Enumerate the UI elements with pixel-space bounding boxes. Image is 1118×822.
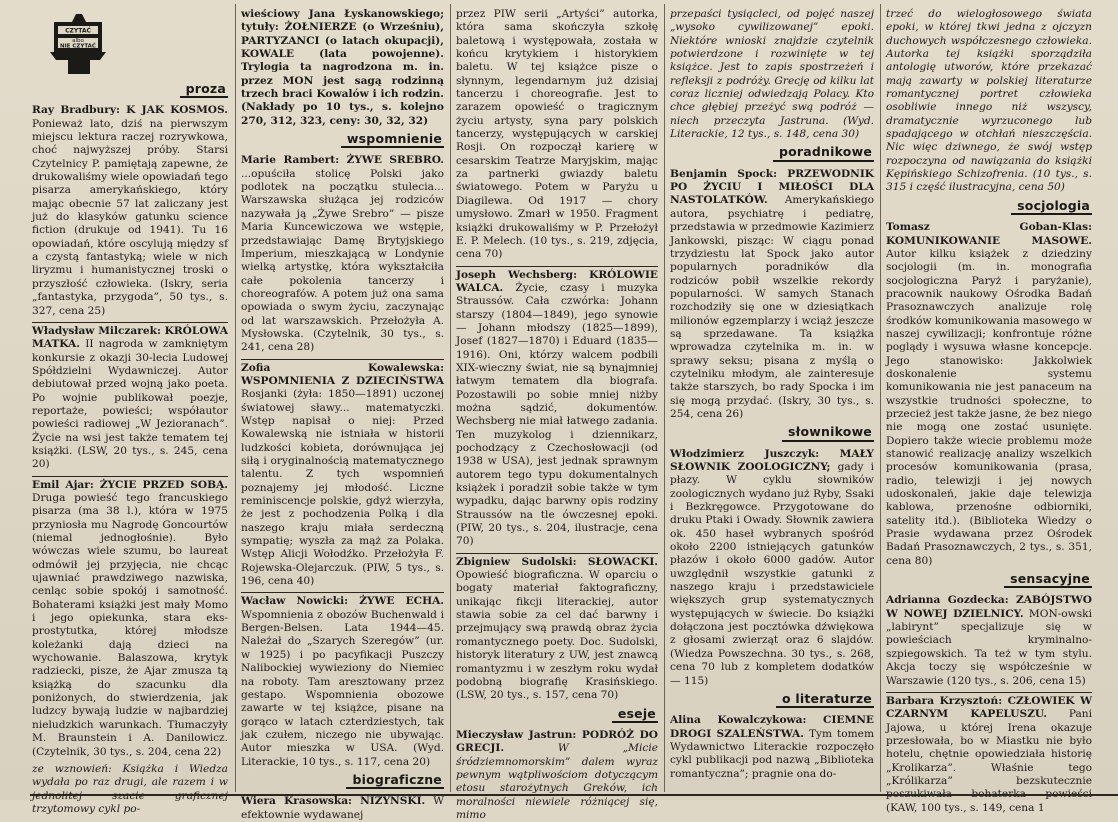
section-header-wspomnienie (241, 132, 444, 148)
review-text: ze wznowień: Książka i Wiedza wydała po raz drugi, ale razem i w jednolitej szacie graficznej trzytomowy cykl po- (32, 762, 228, 815)
divider (32, 476, 228, 477)
review-text: II nagroda w zamkniętym konkursie z okazji 30-lecia Ludowej Spółdzielni Wydawniczej. Autor debiutował przed wojną jako poeta. Po wojnie publikował poezje, reportaże, powieści; współautor powieści radiowej „W Jezioranach”. Życie na wsi jest także tematem tej książki. (LSW, 20 tys., s. 245, cena 20) (32, 338, 228, 471)
review-text: Rosjanki (żyła: 1850—1891) uczonej światowej sławy... matematyczki. Wstęp napisał o niej: Przed Kowalewską nie istniała w historii ludzkości kobieta, dorównująca jej siłą i oryginalnością matematycznego talentu. Z tych wspomnień poznajemy jej młodość. Liczne reminiscencje polskie, gdyż wierzyła, że jest z pochodzenia Polką i dla naszego kraju miała serdeczną sympatię; wyszła za mąż za Polaka. Wstęp Alicji Wołodźko. Przełożyła F. Rojewska-Olejarczuk. (PIW, 5 tys., s. 196, cena 40) (241, 388, 444, 588)
review-text: Opowieść biograficzna. W oparciu o bogaty materiał faktograficzny, unikając fikcji literackiej, autor stawia sobie za cel dać barwny i przejmujący swą prawdą obraz życia romantycznego poety. Doc. Sudolski, historyk literatury z UW, jest znawcą romantyzmu i w zeszłym roku wydał podobną biografię Krasińskiego. (LSW, 20 tys., s. 157, cena 70) (456, 569, 658, 702)
book-stack-icon (46, 8, 112, 78)
section-header-sensacyjne (886, 572, 1092, 588)
review-item (456, 729, 658, 822)
review-item (241, 595, 444, 768)
column-rule (664, 4, 665, 792)
review-item (886, 594, 1092, 687)
review-text: Amerykańskiego autora, psychiatrę i pediatrę, przedstawia w przedmowie Kazimierz Jankowski, pisząc: W ciągu ponad trzydziestu lat Spock jako autor popularnych poradników dla rodziców pobił wszelkie rekordy popularności. W samych Stanach rozchodziły się one w dziesiątkach milionów egzemplarzy i wciąż jeszcze są sprzedawane. Ta książka wprowadza czytelnika m. in. w sprawy seksu; pisana z myślą o czytelniku młodym, ale zainteresuje także starszych, bo rady Spocka i im się mogą przydać. (Iskry, 30 tys., s. 254, cena 26) (670, 194, 874, 420)
review-text: MON-owski „labirynt” specjalizuje się w powieściach kryminalno-szpiegowskich. Ta też w tym stylu. Akcja toczy się współcześnie w Warszawie (120 tys., s. 206, cena 15) (886, 607, 1092, 687)
column-rule (450, 4, 451, 792)
review-text: Druga powieść tego francuskiego pisarza (ma 38 l.), która w 1975 przyniosła mu Nagrodę Goncourtów (niemal jednogłośnie). Było wówczas wiele szumu, bo laureat odmówił jej przyjęcia, nie chcąc ujawniać prawdziwego nazwiska, cenląc sobie spokój i samotność. Bohaterami książki jest mały Momo i jego opiekunka, stara eks-prostytutka, której młodsze koleżanki dają dzieci na wychowanie. Balaszowa, krytyk radziecki, pisze, że Ajar zmusza tą książką do szacunku dla poniżonych, do stwierdzenia, jak ludzcy bywają ludzie w najbardziej nieludzkich warunkach. Tłumaczyły M. Braunstein i A. Danilowicz. (Czytelnik, 30 tys., s. 204, cena 22) (32, 491, 228, 758)
divider (456, 553, 658, 554)
section-label: eseje (612, 707, 658, 723)
review-text: W „Micie śródziemnomorskim” dalem wyraz pewnym wątpliwościom dotyczącym etosu starożytnych Greków, ich moralności niewiele różniącej się, mimo (456, 742, 658, 821)
review-heading: Zofia Kowalewska: WSPOMNIENIA Z DZIECIŃSTWA (241, 361, 444, 387)
review-item (886, 221, 1092, 568)
review-text: Tym tomem Wydawnictwo Literackie rozpoczęło cykl publikacji pod nazwą „Biblioteka romantyczna”; pragnie ona do- (670, 727, 874, 780)
section-label: wspomnienie (341, 132, 444, 148)
review-item (32, 325, 228, 472)
review-heading: Marie Rambert: ŻYWE SREBRO. (241, 154, 444, 167)
column-1 (32, 8, 228, 815)
review-item (456, 556, 658, 703)
section-header-socjologia (886, 199, 1092, 215)
review-heading: Emil Ajar: ŻYCIE PRZED SOBĄ. (32, 478, 228, 491)
review-text: trzeć do wielogłosowego świata epoki, w której tkwi jedna z ojczyzn duchowych współczesnego człowieka. Autorka tej książki sporządziła antologię utworów, które przekazać mają zawarty w polskiej literaturze romantycznej portret człowieka osobliwie innego niż wszyscy, dramatycznie wyrzuconego lub spadającego w otchłań nieszczęścia. Nic więc dziwnego, że swój wstęp rozpoczyna od nawiązania do książki Kępińskiego Schizofrenia. (10 tys., s. 315 i część ilustracyjna, cena 50) (886, 8, 1092, 194)
review-text: Ponieważ lato, dziś na pierwszym miejscu lektura raczej rozrywkowa, choć najwyższej próby. Starsi Czytelnicy P. pamiętają zapewne, że drukowaliśmy wiele opowiadań tego pisarza amerykańskiego, który mając obecnie 57 lat zaliczany jest już do klasyków gatunku science fiction (drukuje od 1941). Tu 16 opowiadań, które oscylują między sf a czystą fantastyką; wiele w nich liryzmu i humanistycznej troski o przyszłość człowieka. (Iskry, seria „fantastyka, przygoda”, 50 tys., s. 327, cena 25) (32, 117, 228, 317)
divider (241, 592, 444, 593)
section-header-poradnikowe (670, 145, 874, 161)
review-item (241, 8, 444, 128)
section-header-slownikowe (670, 425, 874, 441)
review-item (886, 8, 1092, 195)
review-heading: Adrianna Gozdecka: ZABÓJSTWO W NOWEJ DZIELNICY. (886, 594, 1092, 620)
divider (32, 322, 228, 323)
review-item (241, 154, 444, 354)
section-header-biograficzne (241, 773, 444, 789)
section-header-eseje (456, 707, 658, 723)
review-heading: Benjamin Spock: PRZEWODNIK PO ŻYCIU I MIŁOŚCI DLA NASTOLATKÓW. (670, 167, 874, 207)
review-text: gady i płazy. W cyklu słowników zoologicznych wydano już Ryby, Ssaki i Bezkręgowce. Przygotowane do druku Ptaki i Owady. Słownik zawiera ok. 450 haseł wybranych spośród około 2200 istniejących gatunków płazów i około 6000 gadów. Autor uwzględnił wszystkie gatunki z naszego kraju i przedstawiciele większych grup systematycznych występujących w świecie. Do książki dołączona jest pocztówka dźwiękowa z głosami zwierząt oraz 6 slajdów. (Wiedza Powszechna. 30 tys., s. 268, cena 70 lub z kompletem dodatków — 115) (670, 461, 875, 687)
review-text: Wspomnienia z obozów Buchenwald i Bergen-Belsen. Lata 1944—45. Należał do „Szarych Szeregów” (ur. w 1925) i po pacyfikacji Puszczy Nalibockiej wywieziony do Niemiec na roboty. Tam aresztowany przez gestapo. Wspomnienia obozowe zawarte w tej książce, pisane na gorąco w latach czterdziestych, tak jak czułem, niczego nie ubywając. Autor mieszka w USA. (Wyd. Literackie, 10 tys., s. 117, cena 20) (241, 608, 444, 768)
review-heading: Władysław Milczarek: KRÓLOWA MATKA. (32, 324, 228, 351)
divider (241, 359, 444, 360)
review-heading: Mieczysław Jastrun: PODRÓŻ DO GRECJI. (456, 728, 658, 755)
logo-line-1: CZYTAĆ (65, 27, 91, 35)
review-heading: Barbara Krzysztoń: CZŁOWIEK W CZARNYM KAPELUSZU. (886, 694, 1092, 721)
review-heading: Alina Kowalczykowa: CIEMNE DROGI SZALEŃSTWA. (670, 714, 874, 740)
review-heading: Ray Bradbury: K JAK KOSMOS. (32, 104, 228, 117)
review-item (670, 8, 874, 141)
review-item (32, 763, 228, 816)
section-header-proza (32, 82, 228, 98)
review-heading: Włodzimierz Juszczyk: MAŁY SŁOWNIK ZOOLOGICZNY; (670, 447, 874, 473)
column-2 (241, 8, 444, 821)
review-item (241, 795, 444, 822)
review-text: ...opuściła stolicę Polski jako podlotek na początku stulecia... Warszawska służąca jej rodziców nazywała ją „Żywe Srebro” — pisze Maria Kuncewiczowa we wstępie, przedstawiając Damę Brytyjskiego Imperium, mieszkającą w Londynie wielką artystkę, która wykształciła całe pokolenia tancerzy i choreografów. A potem już ona sama opowiada o swym życiu, zaczynając od lat warszawskich. Przełożyła A. Mysłowska. (Czytelnik, 30 tys., s. 241, cena 28) (241, 167, 444, 354)
review-item (456, 8, 658, 262)
section-label: poradnikowe (773, 145, 874, 161)
review-heading: Wacław Nowicki: ŻYWE ECHA. (241, 595, 444, 608)
review-item (32, 104, 228, 318)
section-label: słownikowe (782, 425, 874, 441)
section-label: biograficzne (346, 773, 444, 789)
column-rule (235, 4, 236, 792)
review-text: W efektownie wydawanej (241, 795, 444, 821)
review-heading: Wiera Krasowska: NIŻYŃSKI. (241, 795, 426, 808)
review-heading: Tomasz Goban-Klas: KOMUNIKOWANIE MASOWE. (886, 221, 1092, 247)
bottom-rule (30, 794, 1118, 796)
section-label: proza (180, 82, 228, 98)
column-rule (880, 4, 881, 792)
divider (886, 692, 1092, 693)
review-item (670, 448, 874, 688)
review-item (241, 362, 444, 589)
review-heading: Zbigniew Sudolski: SŁOWACKI. (456, 555, 658, 568)
review-item (670, 714, 874, 781)
column-4 (670, 8, 874, 792)
review-text: przepaści tysiącleci, od pojęć naszej „wysoko cywilizowanej” epoki. Niektóre wnioski znajdzie czytelnik potwierdzone i rozwinięte w tej książce. Jest to zapis spostrzeżeń i refleksji z podróży. Grecję od kilku lat coraz liczniej odwiedzają Polacy. Kto chce głębiej przeżyć swą podróż — niech przeczyta Jastruna. (Wyd. Literackie, 12 tys., s. 148, cena 30) (670, 8, 874, 141)
review-text: przez PIW serii „Artyści” autorka, która sama skończyła szkołę baletową i występowała, została w końcu krytykiem i historykiem baletu. W tej książce pisze o słynnym, legendarnym już dzisiaj tancerzu i choreografie. Jest to zarazem opowieść o tragicznym życiu artysty, syna pary polskich tancerzy, występujących w carskiej Rosji. On rozpoczął karierę w cesarskim Teatrze Maryjskim, mając za partnerki gwiazdy baletu światowego. Potem w Paryżu u Diagilewa. Od 1917 — chory umysłowo. Zmarł w 1950. Fragment książki drukowaliśmy w P. Przełożył E. P. Melech. (10 tys., s. 219, zdjęcia, cena 70) (456, 8, 658, 261)
czytac-albo-nie-czytac-logo (46, 8, 112, 78)
review-item (670, 168, 874, 422)
review-heading: Joseph Wechsberg: KRÓLOWIE WALCA. (456, 268, 658, 294)
section-label: sensacyjne (1004, 572, 1092, 588)
section-header-o-literaturze (670, 692, 874, 708)
section-label: o literaturze (776, 692, 874, 708)
review-item (456, 269, 658, 549)
review-text: Życie, czasy i muzyka Straussów. Cała czwórka: Johann starszy (1804—1849), jego synowie — Johann młodszy (1825—1899), Josef (1827—1870) i Eduard (1835—1916). Oni, którzy walcem podbili XIX-wieczny świat, nie są bynajmniej łatwym tematem dla biografa. Pozostawili po sobie mniej niżby można sądzić, dokumentów. Wechsberg nie miał łatwego zadania. Ten muzykolog i dziennikarz, pochodzący z Czechosłowacji (od 1938 w USA), jest jednak sprawnym autorem tego typu dokumentalnych książek i poradził sobie także w tym wypadku, dając barwny opis rodziny Straussów na tle ówczesnej epoki. (PIW, 20 tys., s. 204, ilustracje, cena 70) (456, 281, 659, 548)
review-item (32, 479, 228, 759)
review-item (886, 695, 1092, 815)
logo-line-2: albo (72, 38, 84, 44)
review-text: Autor kilku książek z dziedziny socjologii (m. in. monografia socjologiczna Paryż i paryżanie), pracownik naukowy Ośrodka Badań Prasoznawczych analizuje rolę środków komunikowania masowego w naszej cywilizacji; konfrontuje różne poglądy i wysuwa własne koncepcje. Jego stanowisko: Jakkolwiek doskonalenie systemu komunikowania nie jest panaceum na wszystkie trudności społeczne, to przecież jest także jasne, że bez niego nie mogą one zostać usunięte. Dopiero także wiecie problemu może stanowić realizację analizy wszelkich procesów komunikowania (prasa, radio, telewizji i jej nowych udoskonaleń, jakie daje telewizja kablowa, przenośne odbiorniki, satelity itd.). (Biblioteka Wiedzy o Prasie wydawana przez Ośrodek Badań Prasoznawczych, 2 tys., s. 351, cena 80) (886, 247, 1092, 567)
column-5 (886, 8, 1092, 814)
divider (456, 266, 658, 267)
review-text: wieściowy Jana Łyskanowskiego; tytuły: ŻOŁNIERZE (o Wrześniu), PARTYZANCI (o latach okupacji), KOWALE (lata powojenne). Trylogia ta nagrodzona m. in. przez MON jest sagą rodzinną trzech braci Kowalów i ich rodzin. (Nakłady po 10 tys., s. kolejno 270, 312, 323, ceny: 30, 32, 32) (241, 8, 444, 127)
section-label: socjologia (1011, 199, 1092, 215)
review-text: Pani Jajowa, u której Irena okazuje przesłowała, bo w Miastku nie było hotelu, chętnie opowiedziała historię „Krolikarza”. Właśnie tego „Królikarza” bezskutecznie poszukiwała bohaterka powieści (KAW, 100 tys., s. 149, cena 1 (886, 708, 1092, 814)
logo-line-3: NIE CZYTAĆ (60, 43, 96, 50)
column-3 (456, 8, 659, 821)
